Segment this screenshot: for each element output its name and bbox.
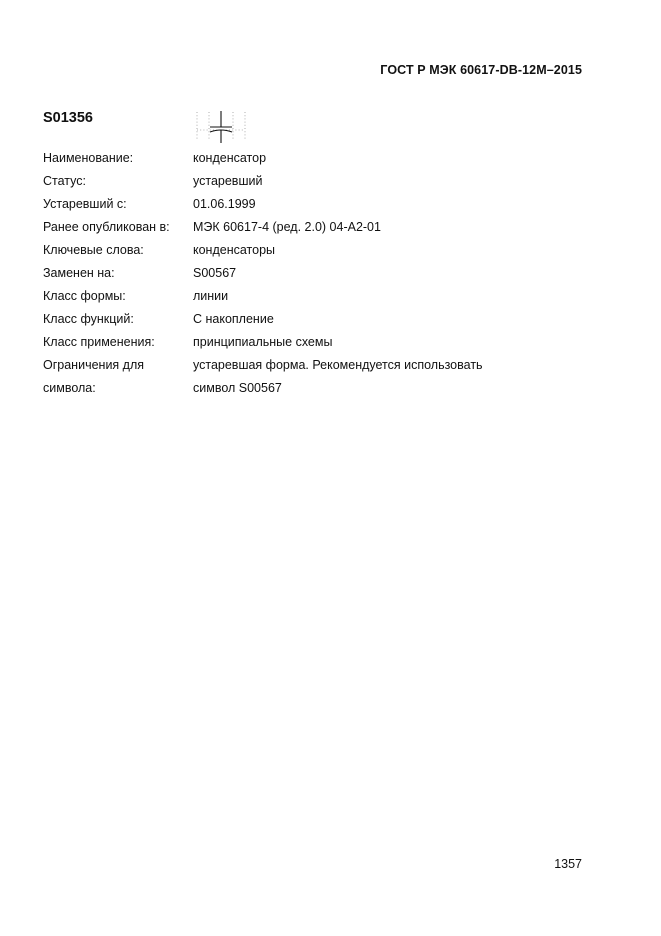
attribute-value: конденсаторы (193, 243, 276, 257)
attribute-row (43, 308, 563, 331)
standard-header: ГОСТ Р МЭК 60617-DB-12M–2015 (380, 63, 582, 77)
attribute-row (43, 331, 563, 354)
attribute-label: Статус: (43, 174, 86, 188)
attribute-value: 01.06.1999 (193, 197, 256, 211)
attribute-row (43, 147, 563, 170)
attribute-label: Заменен на: (43, 266, 115, 280)
capacitor-symbol-icon (195, 110, 247, 144)
symbol-code: S01356 (43, 110, 93, 126)
attribute-value: С накопление (193, 312, 274, 326)
attribute-value: линии (193, 289, 229, 303)
attribute-label: Наименование: (43, 151, 134, 165)
attribute-row (43, 239, 563, 262)
attribute-value: конденсатор (193, 151, 267, 165)
attribute-label: Устаревший с: (43, 197, 127, 211)
attribute-value: принципиальные схемы (193, 335, 333, 349)
attribute-label: Ограничения для (43, 358, 145, 372)
attribute-row (43, 216, 563, 239)
page-number: 1357 (554, 857, 582, 871)
attribute-value: МЭК 60617-4 (ред. 2.0) 04-A2-01 (193, 220, 381, 234)
attribute-row (43, 354, 563, 377)
attribute-row (43, 262, 563, 285)
attribute-label: Ранее опубликован в: (43, 220, 170, 234)
attribute-label: Класс функций: (43, 312, 134, 326)
attribute-row (43, 193, 563, 216)
attribute-label: символа: (43, 381, 96, 395)
attribute-row (43, 170, 563, 193)
attribute-label: Ключевые слова: (43, 243, 144, 257)
attribute-label: Класс формы: (43, 289, 126, 303)
attribute-value: символ S00567 (193, 381, 282, 395)
attribute-label: Класс применения: (43, 335, 155, 349)
attribute-row (43, 377, 563, 400)
attribute-list (43, 147, 563, 400)
attribute-row (43, 285, 563, 308)
attribute-value: устаревший (193, 174, 263, 188)
attribute-value: S00567 (193, 266, 237, 280)
attribute-value: устаревшая форма. Рекомендуется использовать (193, 358, 483, 372)
